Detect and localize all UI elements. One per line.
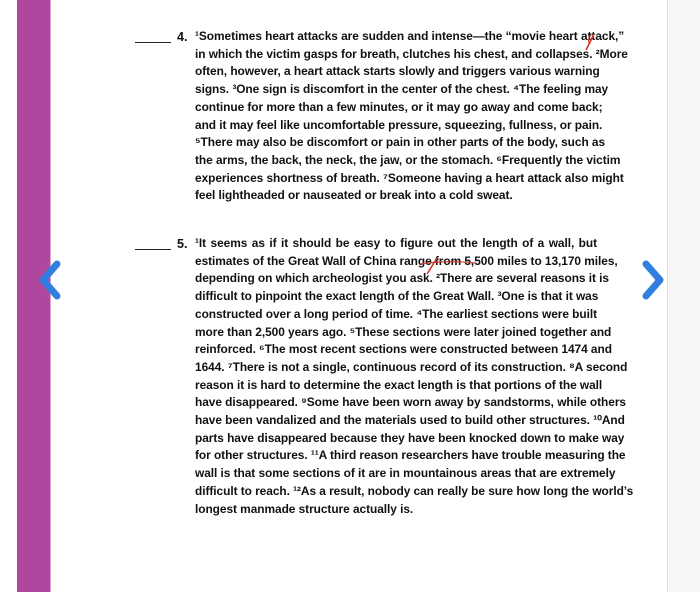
- paragraph-line: ⁵There may also be discomfort or pain in other parts of the body, such as: [195, 135, 606, 150]
- paragraph-line: estimates of the Great Wall of China range from 5,500 miles to 13,170 miles,: [195, 253, 618, 268]
- item-number: 4.: [177, 30, 188, 44]
- paragraph-line: constructed over a long period of time. ⁴The earliest sections were built: [195, 306, 597, 321]
- paragraph-line: often, however, a heart attack starts slowly and triggers various warning: [195, 64, 600, 79]
- viewer-right-margin: [667, 0, 700, 592]
- paragraph-line: experiences shortness of breath. ⁷Someone having a heart attack also might: [195, 170, 624, 185]
- paragraph-line: the arms, the back, the neck, the jaw, or the stomach. ⁶Frequently the victim: [195, 152, 621, 167]
- chevron-left-icon: [35, 258, 65, 302]
- chevron-right-icon: [638, 258, 668, 302]
- paragraph-line: for other structures. ¹¹A third reason researchers have trouble measuring the: [195, 448, 626, 463]
- paragraph-line: in which the victim gasps for breath, clutches his chest, and collapses. ²More: [195, 46, 628, 61]
- paragraph-line: ¹It seems as if it should be easy to figure out the length of a wall, but: [195, 236, 597, 250]
- paragraph: [195, 28, 628, 205]
- paragraph-line: 1644. ⁷There is not a single, continuous record of its construction. ⁸A second: [195, 359, 628, 374]
- paragraph-line: longest manmade structure actually is.: [195, 501, 414, 516]
- question-item-5: [135, 235, 634, 525]
- paragraph-line: have disappeared. ⁹Some have been worn away by sandstorms, while others: [195, 395, 626, 410]
- paragraph-line: have been vandalized and the materials used to build other structures. ¹⁰And: [195, 413, 625, 428]
- paragraph-line: wall is that some sections of it are in mountainous areas that are extremely: [195, 466, 616, 481]
- paragraph-line: signs. ³One sign is discomfort in the center of the chest. ⁴The feeling may: [195, 82, 609, 97]
- paragraph-line: depending on which archeologist you ask. ²There are several reasons it is: [195, 271, 609, 286]
- paragraph-line: reinforced. ⁶The most recent sections were constructed between 1474 and: [195, 342, 612, 357]
- answer-blank[interactable]: [135, 42, 171, 43]
- question-item-4: [135, 28, 628, 208]
- paragraph-line: difficult to pinpoint the exact length of the Great Wall. ³One is that it was: [195, 289, 599, 304]
- paragraph-line: feel lightheaded or nauseated or break into a cold sweat.: [195, 188, 513, 203]
- paragraph: [195, 235, 634, 518]
- paragraph-line: continue for more than a few minutes, or it may go away and come back;: [195, 99, 603, 114]
- answer-blank[interactable]: [135, 249, 171, 250]
- paragraph-line: and it may feel like uncomfortable pressure, squeezing, fullness, or pain.: [195, 117, 603, 132]
- paragraph-line: parts have disappeared because they have been knocked down to make way: [195, 430, 625, 445]
- item-number: 5.: [177, 237, 188, 251]
- previous-page-button[interactable]: [35, 258, 65, 302]
- paragraph-line: reason it is hard to determine the exact length is that portions of the wall: [195, 377, 603, 392]
- paragraph-line: more than 2,500 years ago. ⁵These sections were later joined together and: [195, 324, 612, 339]
- next-page-button[interactable]: [638, 258, 668, 302]
- paragraph-line: difficult to reach. ¹²As a result, nobody can really be sure how long the world’s: [195, 483, 634, 498]
- paragraph-line: ¹Sometimes heart attacks are sudden and intense—the “movie heart attack,”: [195, 29, 625, 43]
